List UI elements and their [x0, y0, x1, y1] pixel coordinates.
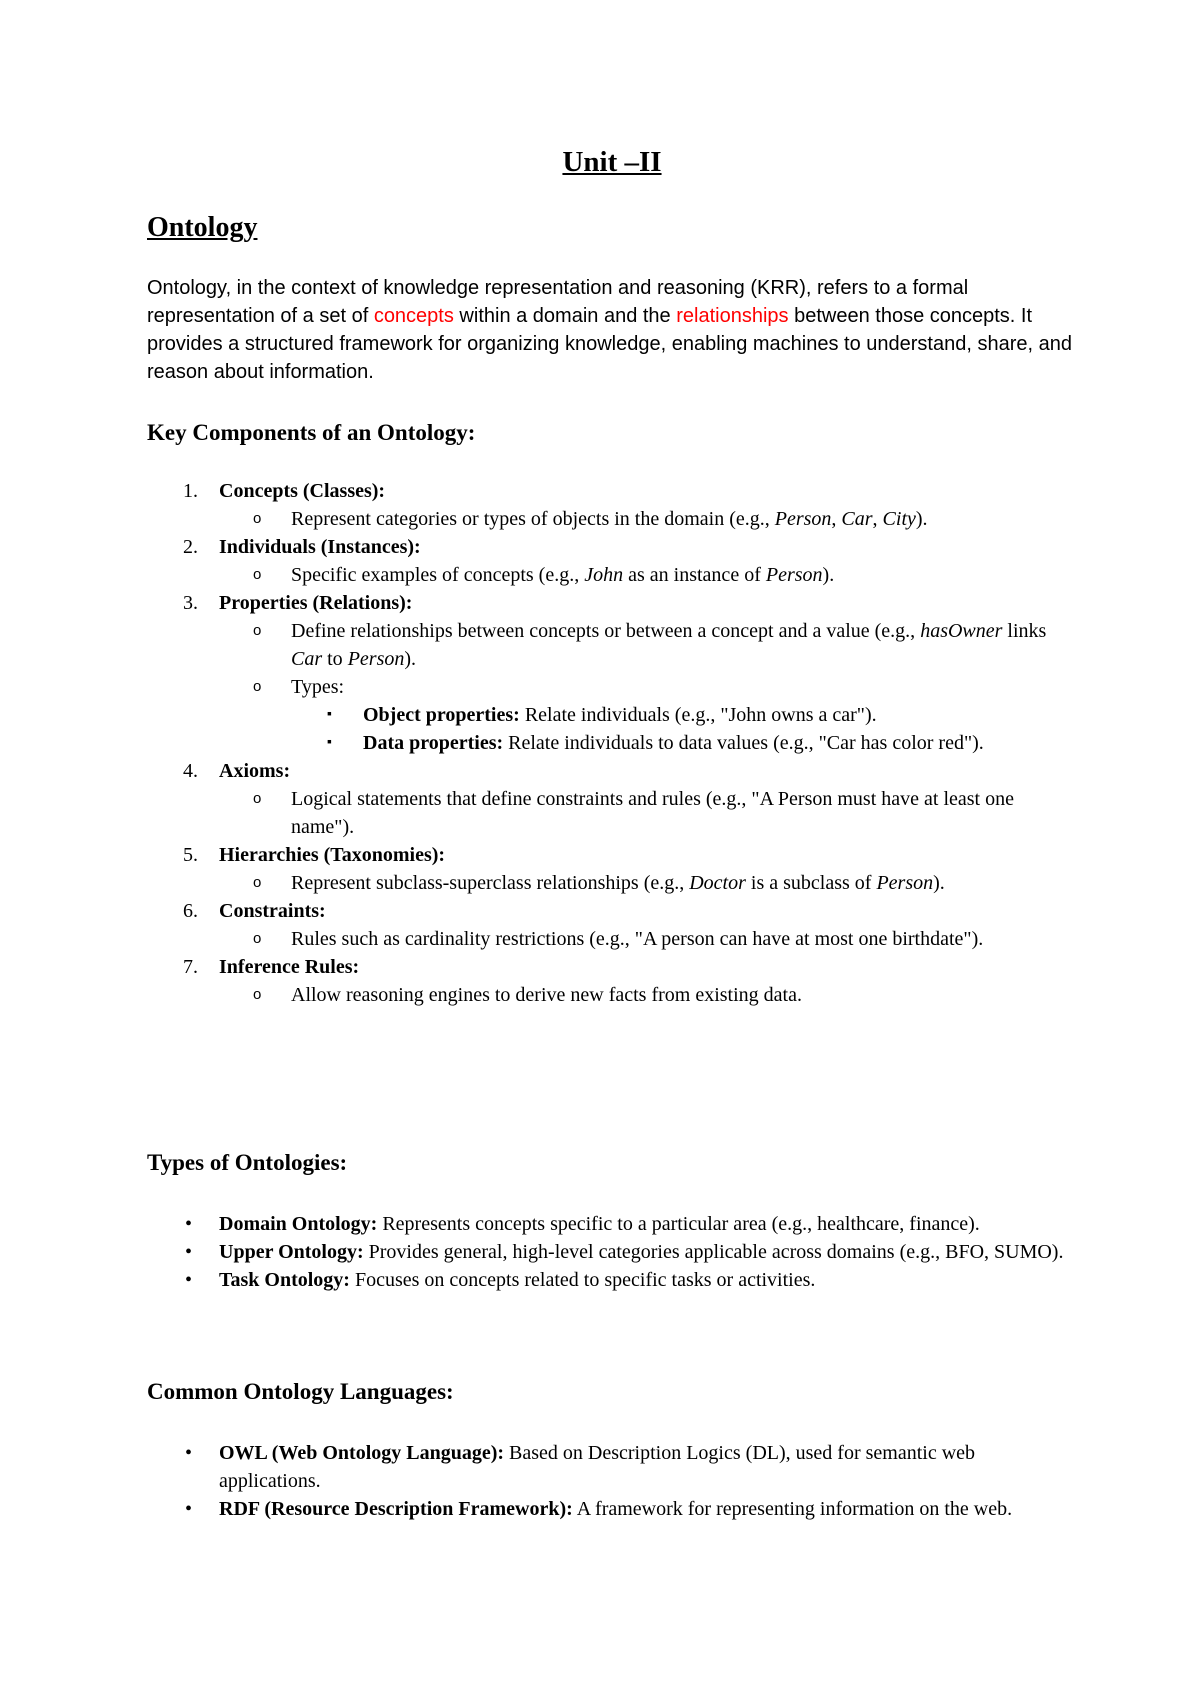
intro-text-3: between those concepts. It provides a structured framework for organizing knowledge, enabling machines to understand, share, and reason about information. — [147, 305, 1072, 383]
item-text: Represents concepts specific to a particular area (e.g., healthcare, finance). — [377, 1213, 980, 1235]
example-term: Car — [841, 508, 873, 530]
circle-bullet-icon: o — [253, 986, 262, 1003]
circle-bullet-icon: o — [253, 874, 262, 891]
property-type-text: Relate individuals (e.g., "John owns a car"). — [519, 704, 877, 726]
component-title: Concepts (Classes): — [219, 480, 386, 502]
example-term: hasOwner — [920, 620, 1003, 642]
ontology-heading: Ontology — [147, 212, 258, 243]
highlight-concepts: concepts — [373, 305, 454, 327]
item-label: Task Ontology: — [219, 1269, 350, 1291]
list-item — [219, 981, 1077, 1009]
item-text: links — [1002, 620, 1047, 642]
item-text: as an instance of — [623, 564, 766, 586]
item-text: to — [322, 648, 348, 670]
example-term: Person — [774, 508, 832, 530]
item-text: A framework for representing information on the web. — [572, 1498, 1013, 1520]
list-item-owl — [147, 1439, 1077, 1495]
circle-bullet-icon: o — [253, 622, 262, 639]
list-item — [219, 561, 1077, 589]
list-item-types — [219, 673, 1077, 757]
list-item — [219, 785, 1077, 841]
key-components-heading: Key Components of an Ontology: — [147, 420, 476, 445]
property-type-text: Relate individuals to data values (e.g., "Car has color red"). — [503, 732, 984, 754]
list-item — [219, 617, 1077, 673]
list-number: 5. — [183, 844, 198, 866]
example-term: Person — [765, 564, 823, 586]
ontology-languages-heading: Common Ontology Languages: — [147, 1379, 454, 1404]
square-bullet-icon: ▪ — [327, 735, 332, 750]
bullet-icon: • — [185, 1213, 193, 1235]
list-item — [219, 869, 1077, 897]
ontology-languages-list — [147, 1439, 1077, 1523]
circle-bullet-icon: o — [253, 678, 262, 695]
circle-bullet-icon: o — [253, 566, 262, 583]
property-types-list — [291, 701, 1077, 757]
example-term: Person — [876, 872, 934, 894]
item-text: Provides general, high-level categories applicable across domains (e.g., BFO, SUMO). — [363, 1241, 1064, 1263]
component-item-inference-rules — [147, 953, 1077, 1009]
item-text: Represent subclass-superclass relationships (e.g., — [291, 872, 690, 894]
example-term: Doctor — [689, 872, 746, 894]
component-title: Hierarchies (Taxonomies): — [219, 844, 446, 866]
circle-bullet-icon: o — [253, 790, 262, 807]
item-text: Represent categories or types of objects in the domain (e.g., — [291, 508, 775, 530]
component-item-properties — [147, 589, 1077, 757]
item-text: , — [831, 508, 842, 530]
circle-bullet-icon: o — [253, 930, 262, 947]
item-text: Focuses on concepts related to specific tasks or activities. — [349, 1269, 816, 1291]
list-number: 2. — [183, 536, 198, 558]
item-label: Upper Ontology: — [219, 1241, 364, 1263]
list-item — [219, 505, 1077, 533]
list-item-rdf — [147, 1495, 1077, 1523]
component-item-axioms — [147, 757, 1077, 841]
types-label: Types: — [291, 676, 345, 698]
item-text: Allow reasoning engines to derive new facts from existing data. — [291, 984, 802, 1006]
square-bullet-icon: ▪ — [327, 707, 332, 722]
property-type-label: Object properties: — [363, 704, 520, 726]
list-item-data-properties — [291, 729, 1077, 757]
item-label: OWL (Web Ontology Language): — [219, 1442, 505, 1464]
component-item-constraints — [147, 897, 1077, 953]
circle-bullet-icon: o — [253, 510, 262, 527]
item-text: Specific examples of concepts (e.g., — [291, 564, 585, 586]
item-text: , — [872, 508, 883, 530]
types-of-ontologies-heading: Types of Ontologies: — [147, 1150, 348, 1175]
sub-list — [219, 617, 1077, 757]
item-text: ). — [933, 872, 945, 894]
item-text: Rules such as cardinality restrictions (e.g., "A person can have at most one birthdate"). — [291, 928, 984, 950]
item-label: RDF (Resource Description Framework): — [219, 1498, 573, 1520]
list-number: 6. — [183, 900, 198, 922]
bullet-icon: • — [185, 1442, 193, 1464]
component-title: Inference Rules: — [219, 956, 360, 978]
item-text: ). — [915, 508, 928, 530]
item-text: Based on Description Logics (DL), used for semantic web applications. — [219, 1442, 976, 1492]
unit-title: Unit –II — [562, 146, 662, 178]
item-text: ). — [404, 648, 417, 670]
list-number: 4. — [183, 760, 198, 782]
item-label: Domain Ontology: — [219, 1213, 378, 1235]
list-number: 1. — [183, 480, 198, 502]
component-title: Individuals (Instances): — [219, 536, 421, 558]
component-item-individuals — [147, 533, 1077, 589]
key-components-list — [147, 477, 1077, 1009]
item-text: ). — [822, 564, 835, 586]
property-type-label: Data properties: — [363, 732, 504, 754]
list-number: 7. — [183, 956, 198, 978]
list-item-object-properties — [291, 701, 1077, 729]
list-item — [219, 925, 1077, 953]
sub-list — [219, 505, 1077, 533]
intro-paragraph — [147, 274, 1077, 386]
item-text: is a subclass of — [745, 872, 877, 894]
bullet-icon: • — [185, 1269, 193, 1291]
example-term: John — [584, 564, 624, 586]
list-item-upper-ontology — [147, 1238, 1077, 1266]
component-item-hierarchies — [147, 841, 1077, 897]
sub-list — [219, 869, 1077, 897]
component-item-concepts — [147, 477, 1077, 533]
example-term: Car — [291, 648, 323, 670]
sub-list — [219, 785, 1077, 841]
item-text: Define relationships between concepts or between a concept and a value (e.g., — [291, 620, 921, 642]
example-term: City — [882, 508, 916, 530]
list-item-task-ontology — [147, 1266, 1077, 1294]
highlight-relationships: relationships — [676, 305, 789, 327]
intro-text-1: Ontology, in the context of knowledge representation and reasoning (KRR), refers to a formal representation of a set of — [147, 277, 969, 327]
list-number: 3. — [183, 592, 198, 614]
component-title: Axioms: — [219, 760, 291, 782]
bullet-icon: • — [185, 1498, 193, 1520]
sub-list — [219, 981, 1077, 1009]
component-title: Constraints: — [219, 900, 326, 922]
list-item-domain-ontology — [147, 1210, 1077, 1238]
types-of-ontologies-list — [147, 1210, 1077, 1294]
intro-text-2: within a domain and the — [453, 305, 677, 327]
item-text: Logical statements that define constraints and rules (e.g., "A Person must have at least one name"). — [291, 788, 1014, 838]
example-term: Person — [347, 648, 405, 670]
sub-list — [219, 561, 1077, 589]
component-title: Properties (Relations): — [219, 592, 413, 614]
bullet-icon: • — [185, 1241, 193, 1263]
sub-list — [219, 925, 1077, 953]
